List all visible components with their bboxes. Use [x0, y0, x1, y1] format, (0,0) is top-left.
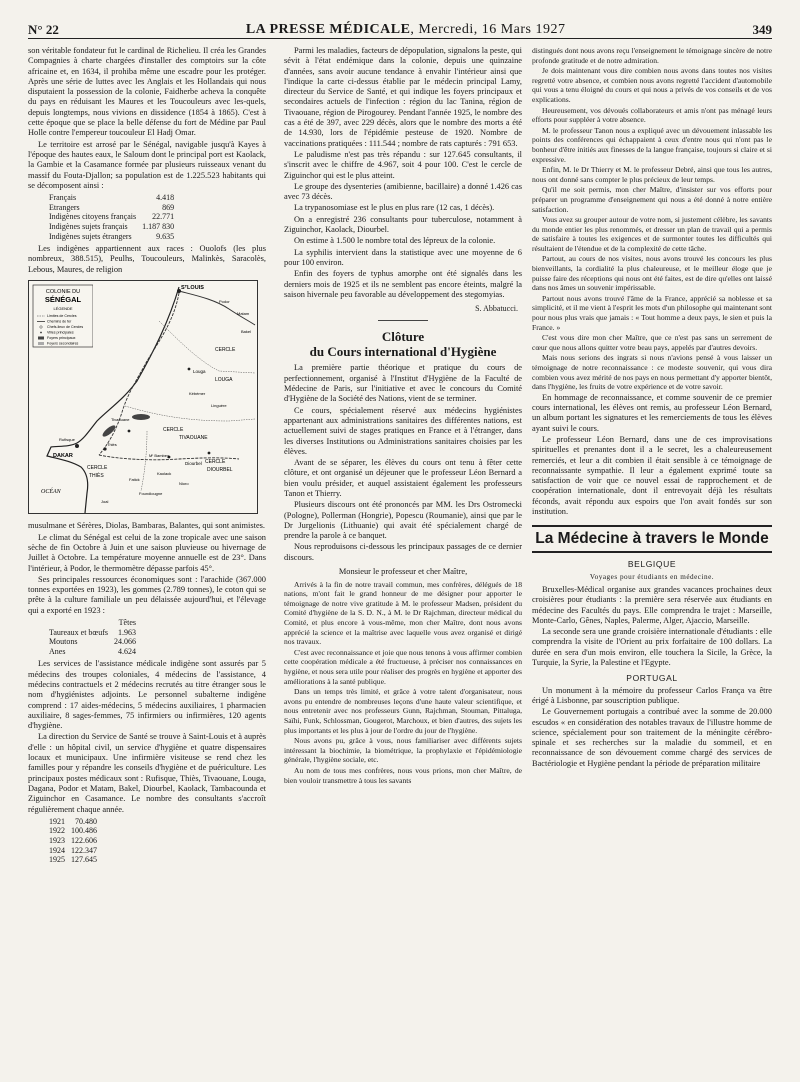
paragraph: On a enregistré 236 consultants pour tuberculose, notamment à Ziguinchor, Kaolack, Diourbel.: [284, 214, 522, 235]
place-label: Matam: [237, 311, 250, 317]
paragraph: Le professeur Léon Bernard, dans une de ces improvisations spirituelles et prenantes dont il a le secret, les a chaleureusement remerciés, et leur a dit combien il était sensible à ce témoignage de reconnaissante sympathie. Il leur a également exprimé toute sa satisfaction de voir que ce nouvel essai de rapprochement et de coopération internationale, dont il entrevoyait déjà les résultats féconds, avait répondu aux espoirs que l'on avait fondés sur son institution.: [532, 434, 772, 517]
legend-title: LÉGENDE: [53, 306, 73, 312]
paragraph: La première partie théorique et pratique du cours de perfectionnement, organisé à l'Institut d'Hygiène de la Faculté de Médecine de Paris, sur l'initiative et avec le concours du Comité d'Hygiène de la Société des Nations, vient de se terminer.: [284, 363, 522, 404]
table-row: [46, 628, 139, 638]
paragraph: Le groupe des dysenteries (amibienne, bacillaire) a donné 1.426 cas avec 73 décès.: [284, 181, 522, 202]
column-header: Têtes: [118, 617, 136, 627]
cell-value: 70.480: [75, 816, 97, 826]
paragraph: Partout, au cours de nos visites, nous avons trouvé les concours les plus bienveillants, la cordialité la plus chaleureuse, et le meilleur éloge que je puisse faire des réceptions qui nous ont été faites, est de dire qu'elles ont laissé dans nos âmes un souvenir impérissable.: [532, 254, 772, 293]
paragraph: Le territoire est arrosé par le Sénégal, navigable jusqu'à Kayes à l'époque des hautes eaux, le Saloum dont le principal port est Kaolack, la Gambie et la Casamance formée par plusieurs ruisseaux venant du massif du Fouta-Djallon; sa population est de 1.225.523 habitants qui se décomposent ainsi :: [28, 139, 266, 190]
cell-value: 869: [162, 202, 175, 212]
place-label: CERCLE: [87, 465, 108, 472]
legend-item: Chefs-lieux de Cercles: [47, 325, 84, 330]
table-row: [46, 203, 177, 213]
paragraph: Arrivés à la fin de notre travail commun, mes confrères, délégués de 18 nations, m'ont fait le grand honneur de me désigner pour apporter le témoignage de notre vive gratitude à M. le professeur Madsen, président du Comité d'hygiène de la S. D. N., à M. le Dr Rajchman, directeur médical du Comité, et plus encore à vous-même, mon cher Maître, dont nous avons apprécié la science et la maîtrise avec laquelle vous avez organisé et dirigé nos travaux.: [284, 579, 522, 647]
cell-label: Taureaux et bœufs: [49, 627, 108, 637]
paragraph: La seconde sera une grande croisière internationale d'étudiants : elle comprendra la visite de l'Orient au prix forfaitaire de 100 dollars. La durée en sera d'un mois environ, elle touchera la Sicile, la Grèce, la Turquie, la Syrie, la Palestine et l'Egypte.: [532, 627, 772, 668]
section-title-line-1: Clôture: [381, 329, 425, 345]
paragraph: Au nom de tous mes confrères, nous vous prions, mon cher Maître, de bien vouloir transmettre à tous les savants: [284, 765, 522, 785]
section-title-line-2: du Cours international d'Hygiène: [309, 344, 497, 360]
consultations-table: [46, 817, 100, 865]
cell-label: 1924: [49, 845, 65, 855]
issue-date: , Mercredi, 16 Mars 1927: [410, 22, 566, 37]
cell-value: 22.771: [152, 212, 175, 222]
place-label: Kébémer: [189, 391, 206, 397]
paragraph: Je dois maintenant vous dire combien nous avons dans toutes nos visites regretté votre absence, et combien nous avons regretté l'accident d'automobile qui vous a tenu éloigné du cours et qui nous a privés de vos conseils et de vos explications.: [532, 66, 772, 104]
section-title: [284, 329, 522, 359]
place-label: LOUGA: [215, 377, 233, 384]
place-label: CERCLE: [205, 459, 226, 466]
cell-label: Français: [49, 193, 77, 203]
legend-item: Limites de Cercles: [47, 314, 77, 319]
section-title: La Médecine à travers le Monde: [532, 525, 772, 553]
cell-label: 1925: [49, 855, 65, 865]
paragraph: Dans un temps très limité, et grâce à votre talent d'organisateur, nous avons pu entendre de nombreuses leçons d'une haute valeur scientifique, et nous entretenir avec nos professeurs Gunn, Rajchman, Stouman, Pittaluga, Saïhi, Funk, Schlossman, Gougerot, Marchoux, et bien d'autres, des sujets les plus importants et les plus à jour de l'ordre du jour de l'hygiène.: [284, 687, 522, 735]
issue-number: N° 22: [28, 22, 59, 37]
paragraph: Un monument à la mémoire du professeur Carlos França va être érigé à Lisbonne, par souscription publique.: [532, 685, 772, 705]
legend-item: Foyers secondaires: [47, 341, 79, 346]
cell-value: 1.963: [117, 627, 136, 637]
cell-label: [46, 618, 111, 628]
paragraph: C'est avec reconnaissance et joie que nous tenons à vous affirmer combien cette coopération médicale a été fructueuse, à préciser nos connaissances en hygiène, et nous sera utile pour réaliser des progrès en hygiène et apporter des améliorations à la santé publique.: [284, 647, 522, 686]
cell-label: Indigènes sujets français: [49, 221, 128, 231]
place-label: Joal: [101, 499, 109, 505]
cell-value: 127.645: [71, 855, 97, 865]
cell-value: 24.066: [113, 637, 136, 647]
paragraph: Enfin des foyers de typhus amorphe ont été signalés dans les derniers mois de 1925 et ils ne semblent pas encore éteints, malgré la saison hivernale peu favorable au développement des stegomyias.: [284, 269, 522, 299]
table-row: [46, 193, 177, 203]
place-label: DIOURBEL: [207, 467, 233, 474]
place-label: TIVAOUANE: [179, 435, 208, 442]
cell-label: Indigènes sujets étrangers: [49, 231, 132, 241]
table-row: [46, 637, 139, 647]
cell-value: 4.418: [156, 193, 175, 203]
place-label: SᵀLOUIS: [181, 285, 204, 292]
table-row: [46, 222, 177, 232]
paragraph: Ce cours, spécialement réservé aux médecins hygiénistes appartenant aux administrations sanitaires des différentes nations, est actuellement suivi de stages pratiques en France et à l'étranger, dans les diverses Institutions ou Administrations sanitaires choisies par les élèves.: [284, 405, 522, 456]
paragraph: Le Gouvernement portugais a contribué avec la somme de 20.000 escudos « en considération des notables travaux de l'illustre homme de science, spécialement pour son traitement de la méningite cérébro-spinale et ses recherches sur la maladie du sommeil, et en reconnaissance de son dévouement comme chargé des services de Bactériologie et Hygiène pendant la période de préparation militaire: [532, 707, 772, 768]
paragraph: Qu'il me soit permis, mon cher Maître, d'insister sur vos efforts pour préparer un programme d'enseignement qui nous a été donné à notre entière satisfaction.: [532, 185, 772, 214]
place-label: Nioro: [179, 481, 189, 487]
paragraph: Les indigènes appartiennent aux races : Ouolofs (les plus nombreux, 388.515), Peulhs, Toucouleurs, Malinkès, Saracolès, Lebous, Maures, de religion: [28, 244, 266, 274]
cell-value: 9.635: [156, 231, 175, 241]
author-signature: S. Abbatucci.: [475, 304, 518, 314]
column-1: [28, 46, 266, 1066]
page-header: [28, 18, 772, 39]
place-label: CERCLE: [163, 427, 184, 434]
place-label: Fatick: [129, 477, 140, 483]
country-heading: BELGIQUE: [627, 559, 677, 570]
paragraph: Heureusement, vos dévoués collaborateurs et amis n'ont pas ménagé leurs efforts pour suppléer à votre absence.: [532, 105, 772, 125]
livestock-table: [46, 618, 139, 656]
paragraph: Bruxelles-Médical organise aux grandes vacances prochaines deux croisières pour étudiants : la première sera réservée aux étudiants en médecine des Facultés du pays. Elle comprendra le trajet : Marseille, Monte-Carlo, Gênes, Naples, Palerme, Alger, Ajaccio, Marseille.: [532, 584, 772, 625]
population-table: [46, 193, 177, 241]
place-label: Louga: [193, 369, 206, 375]
place-label: Tivaouane: [111, 417, 130, 423]
paragraph: Nous reproduisons ci-dessous les principaux passages de ce dernier discours.: [284, 542, 522, 562]
legend-item: Chemins de fer: [47, 319, 72, 324]
paragraph: Ses principales ressources économiques sont : l'arachide (367.000 tonnes exportées en 1923), les gommes (2.789 tonnes), le coton qui se prête à la culture familiale un peu délaissée aujourd'hui, et l'élevage qui a exporté en 1923 :: [28, 574, 266, 615]
paragraph: Avant de se séparer, les élèves du cours ont tenu à fêter cette clôture, et ont organisé un déjeuner que le professeur Léon Bernard a bien voulu présider, et auquel assistaient également les professeurs Tanon et Thierry.: [284, 458, 522, 498]
salutation: Monsieur le professeur et cher Maître,: [338, 567, 468, 577]
paragraph: Les services de l'assistance médicale indigène sont assurés par 5 médecins des troupes coloniales, 4 médecins de l'assistance, 4 médecins contractuels et 2 médecins recrutés au titre étranger sous le nom d'hygiénistes adjoints. Le personnel subalterne indigène comprend : 17 aides-médecins, 5 médecins auxiliaires, 1 pharmacien auxiliaire, 8 sages-femmes, 75 infirmiers ou infirmières, 120 agents d'hygiène.: [28, 659, 266, 731]
cell-label: Etrangers: [49, 202, 80, 212]
paragraph: En hommage de reconnaissance, et comme souvenir de ce premier cours international, les élèves ont remis, au professeur Léon Bernard, un album portant les signatures et les remerciements de tous les élèves ayant suivi le cours.: [532, 392, 772, 433]
paragraph: On estime à 1.500 le nombre total des lépreux de la colonie.: [294, 236, 496, 246]
paragraph: Parmi les maladies, facteurs de dépopulation, signalons la peste, qui sévit à l'état endémique dans la colonie, depuis une quinzaine d'années, sans avoir aucune tendance à envahir l'intérieur ainsi que l'indique la carte ci-dessus établie par le médecin principal Lamy, directeur du Service de Santé, et qui indique les foyers principaux et secondaires actuels de l'infection : région du lac Tanina, région de Tivaouane, région de Pirogourey. Pendant l'année 1925, le nombre des cas a été de 397, avec 229 décès, alors que le nombre des morts a été de 14.930, lors de l'épidémie pesteuse de 1920. Nombre de vaccinations pratiquées : 111.544 ; nombre de rats capturés : 791 653.: [284, 46, 522, 148]
table-row: [46, 618, 139, 628]
paragraph: La trypanosomiase est le plus en plus rare (12 cas, 1 décès).: [294, 203, 495, 213]
place-label: Mᵗ Bambey: [149, 453, 169, 459]
place-label: Foundiougne: [139, 491, 163, 497]
table-row: [46, 232, 177, 242]
paragraph: Vous avez su grouper autour de votre nom, si justement célèbre, les savants du monde entier les plus renommés, et dresser un plan de travail qui a permis de satisfaire à toutes les exigences et de surmonter toutes les difficultés qui résultaient de l'étendue et de la complexité de cette tâche.: [532, 215, 772, 253]
table-row: [46, 817, 100, 827]
paragraph: Enfin, M. le Dr Thierry et M. le professeur Debré, ainsi que tous les autres, nous ont donné sans compter le plus précieux de leur temps.: [532, 165, 772, 184]
paragraph: La direction du Service de Santé se trouve à Saint-Louis et à auprès d'elle : un hôpital civil, un service d'hygiène et quatre dispensaires locaux et municipaux. Une infirmière visiteuse se rend chez les familles pour y répandre les conseils d'hygiène et de puériculture. Les principaux postes médicaux sont : Rufisque, Thiès, Tivaouane, Louga, Dagana, Podor et Matam, Bakel, Diourbel, Kaolack, Tambacounda et Ziguinchor en Casamance. Le nombre des consultants s'accroît régulièrement chaque année.: [28, 732, 266, 814]
paragraph: C'est vous dire mon cher Maître, que ce n'est pas sans un serrement de cœur que nous allons quitter votre beau pays, appelés par d'autres devoirs.: [532, 333, 772, 352]
paragraph: Nous avons pu, grâce à vous, nous familiariser avec différents sujets intéressant la biochimie, la biométrique, la prophylaxie et l'épidémiologie générale, l'hygiène sociale, etc.: [284, 736, 522, 765]
cell-label: 1921: [49, 816, 65, 826]
cell-value: 4.624: [117, 646, 136, 656]
column-3: [532, 46, 772, 1066]
place-label: Diourbel: [185, 461, 202, 467]
place-label: THIÈS: [89, 473, 104, 480]
place-label: Bakel: [241, 329, 252, 335]
cell-label: 1923: [49, 836, 65, 845]
table-row: [46, 212, 177, 222]
paragraph: La syphilis intervient dans la statistique avec une moyenne de 6 pour 100 environ.: [284, 247, 522, 267]
paragraph: Le paludisme n'est pas très répandu : sur 127.645 consultants, il s'inscrit avec le chiffre de 4.967, soit 4 pour 100. C'est le cercle de Ziguinchor qui est le plus atteint.: [284, 149, 522, 180]
legend-item: Foyers principaux: [47, 336, 76, 341]
column-2: [284, 46, 522, 1066]
place-label: Linguère: [211, 403, 227, 409]
place-label: Thiès: [107, 442, 117, 448]
masthead: [246, 22, 566, 38]
cell-label: Moutons: [49, 637, 78, 647]
legend-item: Villes principales: [47, 330, 74, 335]
country-heading: PORTUGAL: [626, 673, 678, 684]
paragraph: Le climat du Sénégal est celui de la zone tropicale avec une saison sèche de fin Octobre à Juin et une saison pluvieuse ou hivernage de Juillet à Octobre. La température moyenne annuelle est de 23°. Dans l'intérieur, à Podor, le thermomètre dépasse parfois 45°.: [28, 532, 266, 573]
paragraph: Mais nous serions des ingrats si nous n'avions pensé à vous laisser un témoignage de notre reconnaissance : ce modeste souvenir, qui vous dira combien vous avez mérité de nos pays en nous permettant d'y apporter bientôt, dans l'hygiène, les fruits de votre expérience et de votre savoir.: [532, 353, 772, 392]
place-label: Kaolack: [157, 471, 172, 477]
cell-label: Indigènes citoyens français: [49, 212, 137, 222]
cell-label: Anes: [49, 646, 66, 656]
table-row: [46, 826, 100, 836]
table-row: [46, 647, 139, 657]
cell-value: 1.187 830: [142, 221, 175, 231]
page-number: 349: [752, 22, 772, 37]
place-label: Rufisque: [59, 437, 75, 443]
journal-title: LA PRESSE MÉDICALE: [245, 22, 411, 37]
senegal-map: [28, 280, 258, 514]
paragraph: Plusieurs discours ont été prononcés par MM. les Drs Ostromecki (Pologne), Pollerman (Hongrie), Popescu (Roumanie), ainsi que par le Dr Jurgelionis (Lithuanie) qui avait été spécialement chargé de prendre la parole à ce banquet.: [284, 500, 522, 541]
place-label: CERCLE: [215, 347, 236, 354]
cell-value: 100.486: [71, 826, 97, 836]
divider: [378, 320, 428, 321]
cell-value: 122.347: [71, 845, 97, 855]
subheading: Voyages pour étudiants en médecine.: [589, 572, 715, 581]
table-row: [46, 855, 100, 865]
cell-value: 122.606: [71, 836, 97, 845]
paragraph: musulmane et Sérères, Diolas, Bambaras, Balantes, qui sont animistes.: [28, 521, 266, 531]
table-row: [46, 846, 100, 856]
place-label: Podor: [219, 299, 230, 305]
ocean-label: OCÉAN: [41, 489, 61, 496]
paragraph: distingués dont nous avons reçu l'enseignement le témoignage sincère de notre profonde gratitude et de notre admiration.: [532, 46, 772, 65]
cell-label: 1922: [49, 826, 65, 836]
table-row: [46, 836, 100, 846]
place-label: DAKAR: [53, 453, 73, 460]
paragraph: M. le professeur Tanon nous a expliqué avec un dévouement inlassable les points des conférences qui échappaient à ceux d'entre nous qui n'ont pas le bonheur d'être initiés aux finesses de la langue française, toujours si claire et si expressive.: [532, 125, 772, 164]
paragraph: son véritable fondateur fut le cardinal de Richelieu. Il créa les Grandes Compagnies à charte chargées d'installer des comptoirs sur la côte africaine et, en 1634, il prohiba même une escadre pour les protéger. Après une série de luttes avec les Anglais et les Hollandais qui nous disputaient la possession de la colonie, Faidherbe acheva la conquête du pays en réduisant les Maures et les Toucouleurs avec les-quels, depuis longtemps, nous vivions en dissidence (1854 à 1865). C'est à cette époque que se place la belle défense du fort de Médine par Paul Holle contre l'empereur toucouleur El Hadj Omar.: [28, 46, 266, 138]
map-title: COLONIE DU: [45, 289, 81, 296]
map-title-country: SÉNÉGAL: [44, 295, 82, 305]
paragraph: Partout nous avons trouvé l'âme de la France, apprécié sa noblesse et sa simplicité, et il me vient à l'esprit les mots d'un philosophe qui maintenant sont pour nous plus vrais que jamais : « Tout homme a deux pays, le sien et puis la France. »: [532, 293, 772, 332]
